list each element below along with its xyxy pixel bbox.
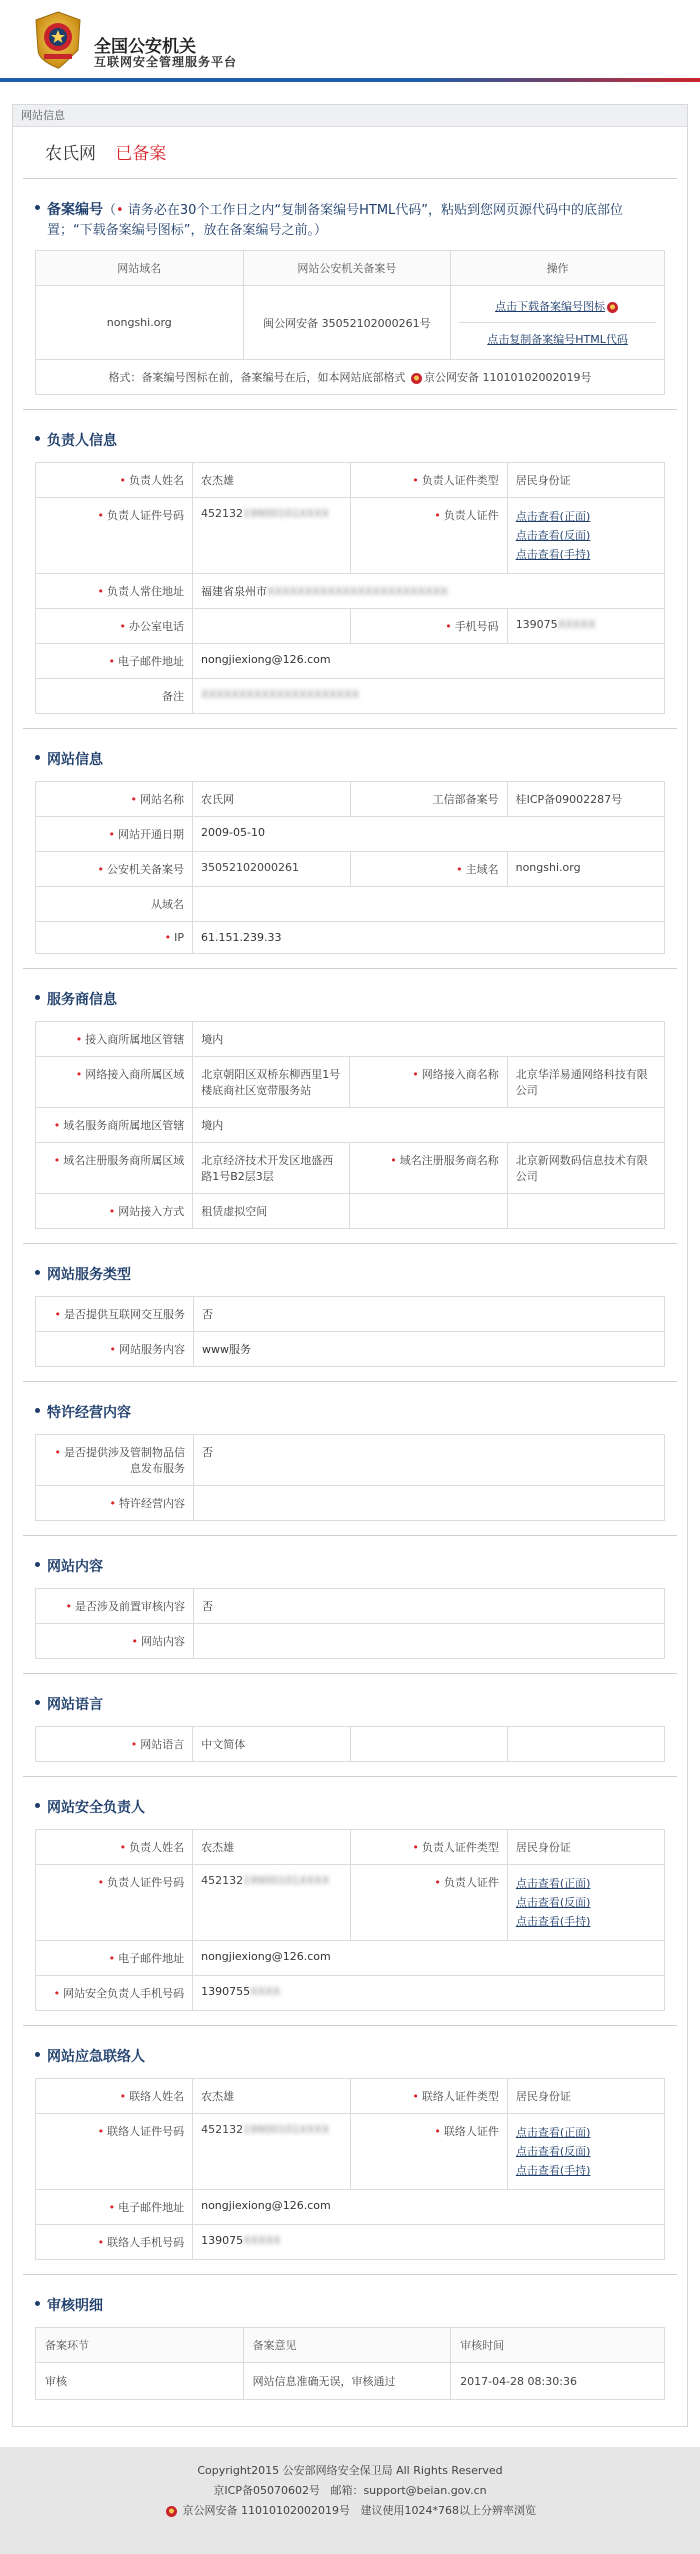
field-value: www服务 — [194, 1332, 665, 1367]
audit-section — [23, 2275, 677, 2414]
field-label: • 办公室电话 — [36, 609, 193, 644]
footer-icp: 京ICP备05070602号 — [213, 2484, 320, 2497]
filing-record-no: 闽公网安备 35052102000261号 — [243, 286, 451, 360]
col-record: 网站公安机关备案号 — [243, 251, 451, 286]
field-value: 北京华洋易通网络科技有限公司 — [507, 1057, 664, 1108]
field-label: • 电子邮件地址 — [36, 644, 193, 679]
field-label: • 负责人证件类型 — [350, 463, 507, 498]
note-open: （ — [103, 203, 117, 218]
idcard-links — [507, 498, 664, 574]
field-value: 福建省泉州市XXXXXXXXXXXXXXXXXXXXXXXX — [193, 574, 665, 609]
field-label: • 域名服务商所属地区管辖 — [36, 1108, 193, 1143]
format-pre: 格式：备案编号图标在前，备案编号在后，如本网站底部格式 — [108, 371, 406, 384]
field-value: nongjiexiong@126.com — [193, 644, 665, 679]
provider-table — [35, 1021, 665, 1229]
col-opinion: 备案意见 — [243, 2328, 451, 2363]
footer-contact — [0, 2481, 700, 2501]
section-title: 网站应急联络人 — [35, 2046, 665, 2066]
audit-time: 2017-04-28 08:30:36 — [451, 2363, 665, 2400]
field-value: 农杰雄 — [193, 2079, 351, 2114]
footer-record — [0, 2501, 700, 2521]
field-value: 农杰雄 — [193, 1830, 351, 1865]
view-front-link[interactable]: 点击查看(正面) — [515, 1877, 591, 1890]
header-subtitle: 互联网安全管理服务平台 — [94, 55, 238, 69]
responsible-table — [35, 462, 665, 714]
field-value: 境内 — [193, 1022, 665, 1057]
field-label: • 网站接入方式 — [36, 1194, 193, 1229]
field-value: 北京新网数码信息技术有限公司 — [507, 1143, 664, 1194]
field-value: 35052102000261 — [193, 852, 351, 887]
section-title — [35, 199, 665, 238]
section-title: 服务商信息 — [35, 989, 665, 1009]
field-label: • 负责人姓名 — [36, 1830, 193, 1865]
view-back-link[interactable]: 点击查看(反面) — [515, 2145, 591, 2158]
filing-section — [23, 179, 677, 410]
filing-note — [47, 203, 623, 238]
view-front-link[interactable]: 点击查看(正面) — [515, 2126, 591, 2139]
field-value: nongjiexiong@126.com — [193, 2190, 665, 2225]
field-value: 139075XXXXX — [193, 2225, 665, 2260]
field-value — [193, 609, 351, 644]
footer-email[interactable]: support@beian.gov.cn — [363, 2484, 487, 2497]
filing-table — [35, 250, 665, 395]
site-name: 农氏网 — [45, 144, 96, 164]
license-table — [35, 1434, 665, 1521]
section-title: 审核明细 — [35, 2295, 665, 2315]
download-label: 点击下载备案编号图标 — [495, 300, 606, 313]
field-label: • 负责人证件 — [350, 1865, 507, 1941]
field-label: • 网站开通日期 — [36, 817, 193, 852]
field-value: 否 — [194, 1297, 665, 1332]
emergency-section — [23, 2026, 677, 2275]
field-label: • 网站名称 — [36, 782, 193, 817]
field-value: 61.151.239.33 — [193, 922, 665, 954]
idcard-links — [507, 1865, 664, 1941]
field-value: 北京经济技术开发区地盛西路1号B2层3层 — [193, 1143, 350, 1194]
field-label: • 联络人证件号码 — [36, 2114, 193, 2190]
field-label: • 联络人姓名 — [36, 2079, 193, 2114]
field-value: 境内 — [193, 1108, 665, 1143]
field-value: nongjiexiong@126.com — [193, 1941, 665, 1976]
field-label: • 联络人证件 — [350, 2114, 507, 2190]
filing-actions — [451, 286, 665, 360]
police-emblem-icon — [32, 10, 84, 70]
language-table — [35, 1726, 665, 1762]
emergency-table — [35, 2078, 665, 2260]
language-section — [23, 1674, 677, 1777]
field-value: XXXXXXXXXXXXXXXXXXXXX — [193, 679, 665, 714]
empty-cell — [350, 1194, 507, 1229]
field-value: 45213219900101XXXX — [193, 498, 351, 574]
license-section — [23, 1382, 677, 1536]
col-domain: 网站域名 — [36, 251, 244, 286]
responsible-section — [23, 410, 677, 729]
field-value: 租赁虚拟空间 — [193, 1194, 350, 1229]
field-label: • 域名注册服务商名称 — [350, 1143, 507, 1194]
section-title: 网站信息 — [35, 749, 665, 769]
field-label: • 负责人常住地址 — [36, 574, 193, 609]
field-value: 2009-05-10 — [193, 817, 665, 852]
field-label: • 是否涉及前置审核内容 — [36, 1589, 194, 1624]
view-handheld-link[interactable]: 点击查看(手持) — [515, 2164, 591, 2177]
site-title — [23, 127, 677, 179]
format-note — [36, 360, 665, 395]
field-value: 1390755XXXX — [193, 1976, 665, 2011]
format-post: 京公网安备 11010102002019号 — [424, 371, 592, 384]
field-label: • 负责人证件号码 — [36, 1865, 193, 1941]
col-stage: 备案环节 — [36, 2328, 244, 2363]
field-value: 农杰雄 — [193, 463, 351, 498]
website-section — [23, 729, 677, 969]
field-value: 农氏网 — [193, 782, 351, 817]
header-title: 全国公安机关 — [94, 37, 196, 57]
download-icon-link[interactable] — [459, 294, 656, 318]
field-label: • 网站服务内容 — [36, 1332, 194, 1367]
audit-table — [35, 2327, 665, 2400]
field-label: • 网络接入商所属区域 — [36, 1057, 193, 1108]
field-label: • 负责人证件 — [350, 498, 507, 574]
copy-html-link[interactable]: 点击复制备案编号HTML代码 — [459, 322, 656, 351]
site-header — [0, 0, 700, 82]
col-action: 操作 — [451, 251, 665, 286]
content-section — [23, 1536, 677, 1674]
field-value: 桂ICP备09002287号 — [507, 782, 664, 817]
police-badge-icon — [166, 2506, 177, 2517]
field-value — [194, 1486, 665, 1521]
filing-domain: nongshi.org — [36, 286, 244, 360]
audit-stage: 审核 — [36, 2363, 244, 2400]
field-label: • 联络人证件类型 — [350, 2079, 507, 2114]
field-label: • 网站内容 — [36, 1624, 194, 1659]
field-label: 备注 — [36, 679, 193, 714]
empty-cell — [350, 1727, 507, 1762]
field-label: • 电子邮件地址 — [36, 1941, 193, 1976]
field-label: • 域名注册服务商所属区域 — [36, 1143, 193, 1194]
section-title: 网站语言 — [35, 1694, 665, 1714]
section-title: 网站服务类型 — [35, 1264, 665, 1284]
note-star: • — [116, 203, 124, 218]
field-value — [194, 1624, 665, 1659]
view-back-link[interactable]: 点击查看(反面) — [515, 529, 591, 542]
field-value — [193, 887, 665, 922]
empty-cell — [507, 1194, 664, 1229]
section-title: 负责人信息 — [35, 430, 665, 450]
idcard-links — [507, 2114, 664, 2190]
section-title: 网站内容 — [35, 1556, 665, 1576]
field-label: • 负责人证件号码 — [36, 498, 193, 574]
site-footer — [0, 2447, 700, 2554]
police-badge-icon — [607, 302, 618, 313]
section-title: 特许经营内容 — [35, 1402, 665, 1422]
header-divider — [0, 78, 700, 82]
field-label: • 网站安全负责人手机号码 — [36, 1976, 193, 2011]
field-label: • 手机号码 — [350, 609, 507, 644]
field-value: nongshi.org — [507, 852, 664, 887]
field-value: 否 — [194, 1435, 665, 1486]
table-row — [36, 2363, 665, 2400]
footer-tip: 建议使用1024*768以上分辨率浏览 — [360, 2504, 536, 2517]
field-label: • IP — [36, 922, 193, 954]
field-label: 工信部备案号 — [350, 782, 507, 817]
field-value: 居民身份证 — [507, 1830, 664, 1865]
field-label: • 负责人证件类型 — [350, 1830, 507, 1865]
field-label: • 网站语言 — [36, 1727, 193, 1762]
field-label: • 特许经营内容 — [36, 1486, 194, 1521]
website-table — [35, 781, 665, 954]
field-value: 居民身份证 — [507, 463, 664, 498]
provider-section — [23, 969, 677, 1244]
security-section — [23, 1777, 677, 2026]
field-value: 45213219900101XXXX — [193, 2114, 351, 2190]
field-label: • 负责人姓名 — [36, 463, 193, 498]
panel-label: 网站信息 — [13, 105, 687, 127]
field-label: • 电子邮件地址 — [36, 2190, 193, 2225]
field-value: 45213219900101XXXX — [193, 1865, 351, 1941]
service-table — [35, 1296, 665, 1367]
service-section — [23, 1244, 677, 1382]
field-value: 居民身份证 — [507, 2079, 664, 2114]
field-value: 北京朝阳区双桥东柳西里1号楼底商社区宽带服务站 — [193, 1057, 350, 1108]
field-label: • 接入商所属地区管辖 — [36, 1022, 193, 1057]
footer-email-label: 邮箱： — [330, 2484, 364, 2497]
view-handheld-link[interactable]: 点击查看(手持) — [515, 1915, 591, 1928]
field-label: 从域名 — [36, 887, 193, 922]
status-badge: 已备案 — [115, 144, 167, 164]
view-handheld-link[interactable]: 点击查看(手持) — [515, 548, 591, 561]
main-panel — [12, 104, 688, 2427]
field-label: • 主域名 — [350, 852, 507, 887]
view-back-link[interactable]: 点击查看(反面) — [515, 1896, 591, 1909]
field-label: • 是否提供涉及管制物品信息发布服务 — [36, 1435, 194, 1486]
footer-record-no[interactable]: 京公网安备 11010102002019号 — [182, 2504, 350, 2517]
footer-copyright: Copyright2015 公安部网络安全保卫局 All Rights Reserved — [197, 2464, 503, 2477]
field-label: • 联络人手机号码 — [36, 2225, 193, 2260]
field-label: • 是否提供互联网交互服务 — [36, 1297, 194, 1332]
field-value: 139075XXXXX — [507, 609, 664, 644]
police-badge-icon — [411, 373, 422, 384]
security-table — [35, 1829, 665, 2011]
empty-cell — [507, 1727, 664, 1762]
note-text: 请务必在30个工作日之内“复制备案编号HTML代码”，粘贴到您网页源代码中的底部位置；“下载备案编号图标”，放在备案编号之前。） — [47, 203, 624, 238]
field-value: 中文简体 — [193, 1727, 350, 1762]
field-value: 否 — [194, 1589, 665, 1624]
view-front-link[interactable]: 点击查看(正面) — [515, 510, 591, 523]
col-time: 审核时间 — [451, 2328, 665, 2363]
field-label: • 网络接入商名称 — [350, 1057, 507, 1108]
content-table — [35, 1588, 665, 1659]
filing-title: 备案编号 — [47, 202, 103, 218]
section-title: 网站安全负责人 — [35, 1797, 665, 1817]
audit-opinion: 网站信息准确无误，审核通过 — [243, 2363, 451, 2400]
field-label: • 公安机关备案号 — [36, 852, 193, 887]
